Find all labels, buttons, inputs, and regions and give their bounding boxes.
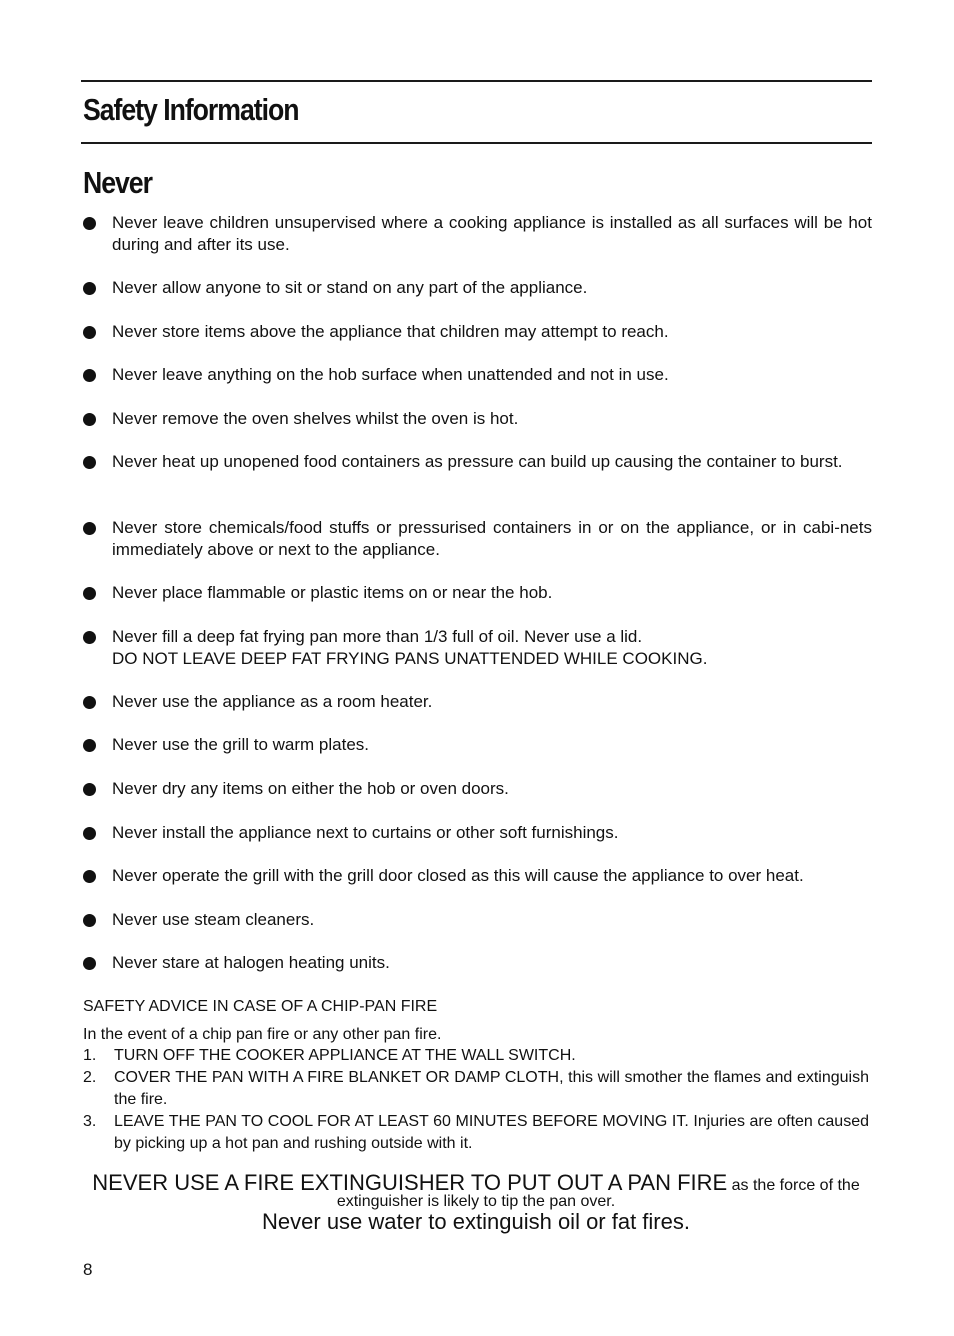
list-item — [81, 865, 872, 887]
list-item — [81, 451, 872, 473]
list-item — [81, 277, 872, 299]
warning-small-text: as the force of the — [727, 1177, 860, 1194]
list-item-text — [112, 626, 872, 670]
list-item-text: Never use the grill to warm plates. — [112, 735, 369, 754]
list-item — [81, 212, 872, 256]
list-item-text: Never stare at halogen heating units. — [112, 953, 390, 972]
list-item-line: Never fill a deep fat frying pan more than 1/3 full of oil. Never use a lid. — [112, 627, 643, 646]
bullet-icon — [83, 217, 96, 230]
list-item — [81, 952, 872, 974]
bullet-icon — [83, 957, 96, 970]
warning-main: NEVER USE A FIRE EXTINGUISHER TO PUT OUT A PAN FIRE — [92, 1170, 728, 1195]
list-item — [81, 408, 872, 430]
list-item-text: Never store items above the appliance that children may attempt to reach. — [112, 322, 669, 341]
list-item — [81, 734, 872, 756]
bullet-icon — [83, 827, 96, 840]
bullet-icon — [83, 369, 96, 382]
step-number: 1. — [83, 1047, 97, 1064]
list-item-text: Never use steam cleaners. — [112, 910, 315, 929]
fire-extinguisher-warning — [83, 1170, 869, 1235]
step-text: COVER THE PAN WITH A FIRE BLANKET OR DAMP CLOTH, this will smother the flames and extinguish the fire. — [114, 1069, 869, 1108]
bullet-icon — [83, 522, 96, 535]
list-item — [81, 691, 872, 713]
header-rule — [81, 142, 872, 144]
water-warning: Never use water to extinguish oil or fat fires. — [262, 1209, 690, 1234]
page-number: 8 — [83, 1260, 93, 1279]
list-item — [81, 909, 872, 931]
list-item-text: Never allow anyone to sit or stand on any part of the appliance. — [112, 278, 588, 297]
list-item-text: Never leave children unsupervised where a cooking appliance is installed as all surfaces will be hot during and after its use. — [112, 213, 872, 254]
step-text: LEAVE THE PAN TO COOL FOR AT LEAST 60 MINUTES BEFORE MOVING IT. Injuries are often caused by picking up a hot pan and rushing outside with it. — [114, 1113, 869, 1152]
chip-pan-advice-heading: SAFETY ADVICE IN CASE OF A CHIP-PAN FIRE — [83, 998, 438, 1015]
advice-step — [83, 1045, 869, 1067]
advice-step — [83, 1067, 869, 1111]
bullet-icon — [83, 413, 96, 426]
list-item — [81, 517, 872, 561]
subsection-title: Never — [83, 165, 152, 200]
bullet-icon — [83, 282, 96, 295]
warning-small-continued: extinguisher is likely to tip the pan over. — [336, 1193, 616, 1210]
bullet-icon — [83, 739, 96, 752]
list-item-text: Never dry any items on either the hob or oven doors. — [112, 779, 509, 798]
bullet-icon — [83, 456, 96, 469]
list-item — [81, 321, 872, 343]
list-item-caps-line: DO NOT LEAVE DEEP FAT FRYING PANS UNATTENDED WHILE COOKING. — [112, 649, 708, 668]
section-title: Safety Information — [83, 92, 299, 127]
bullet-icon — [83, 631, 96, 644]
step-number: 3. — [83, 1113, 97, 1130]
list-item — [81, 626, 872, 670]
chip-pan-advice-steps — [83, 1045, 869, 1155]
bullet-icon — [83, 587, 96, 600]
list-item-text: Never use the appliance as a room heater. — [112, 692, 433, 711]
list-item-text: Never remove the oven shelves whilst the oven is hot. — [112, 409, 519, 428]
bullet-icon — [83, 326, 96, 339]
list-item-text: Never operate the grill with the grill door closed as this will cause the appliance to over heat. — [112, 866, 804, 885]
list-item — [81, 582, 872, 604]
list-item — [81, 364, 872, 386]
step-text: TURN OFF THE COOKER APPLIANCE AT THE WALL SWITCH. — [114, 1047, 576, 1064]
top-rule — [81, 80, 872, 82]
list-item-text: Never place flammable or plastic items on or near the hob. — [112, 583, 553, 602]
list-item — [81, 778, 872, 800]
bullet-icon — [83, 870, 96, 883]
step-number: 2. — [83, 1069, 97, 1086]
list-item-text: Never store chemicals/food stuffs or pressurised containers in or on the appliance, or in cabi-nets immediately above or next to the appliance. — [112, 518, 872, 559]
bullet-icon — [83, 783, 96, 796]
advice-step — [83, 1111, 869, 1155]
list-item-text: Never heat up unopened food containers as pressure can build up causing the container to burst. — [112, 452, 843, 471]
list-item-text: Never leave anything on the hob surface when unattended and not in use. — [112, 365, 669, 384]
list-item-text: Never install the appliance next to curtains or other soft furnishings. — [112, 823, 619, 842]
chip-pan-advice-intro: In the event of a chip pan fire or any other pan fire. — [83, 1026, 442, 1043]
bullet-icon — [83, 696, 96, 709]
bullet-icon — [83, 914, 96, 927]
list-item — [81, 822, 872, 844]
